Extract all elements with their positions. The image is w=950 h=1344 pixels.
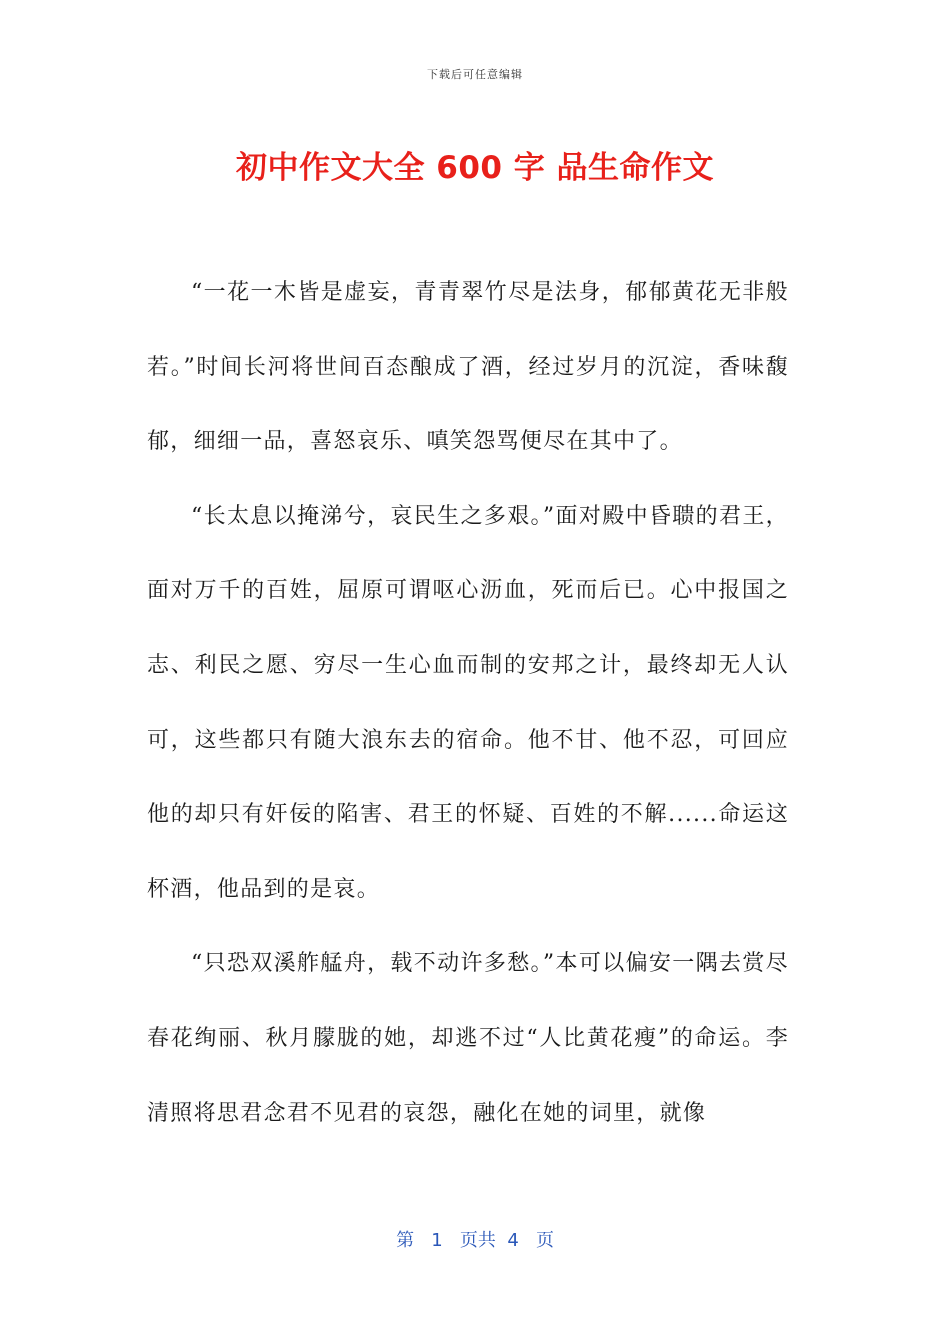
paragraph-3: “只恐双溪舴艋舟，载不动许多愁。”本可以偏安一隅去赏尽春花绚丽、秋月朦胧的她，却逃不过“人比黄花瘦”的命运。李清照将思君念君不见君的哀怨，融化在她的词里，就像 [147, 951, 789, 1126]
article-body [147, 256, 789, 1151]
header-note: 下载后可任意编辑 [427, 68, 523, 81]
paragraph-2: “长太息以掩涕兮，哀民生之多艰。”面对殿中昏聩的君王，面对万千的百姓，屈原可谓呕心沥血，死而后已。心中报国之志、利民之愿、穷尽一生心血而制的安邦之计，最终却无人认可，这些都只有随大浪东去的宿命。他不甘、他不忍，可回应他的却只有奸佞的陷害、君王的怀疑、百姓的不解......命运这杯酒，他品到的是哀。 [147, 503, 789, 902]
page-footer [0, 1226, 950, 1252]
paragraph-1: “一花一木皆是虚妄，青青翠竹尽是法身，郁郁黄花无非般若。”时间长河将世间百态酿成了酒，经过岁月的沉淀，香味馥郁，细细一品，喜怒哀乐、嗔笑怨骂便尽在其中了。 [147, 280, 789, 455]
page-label-suffix: 页 [535, 1230, 554, 1251]
page-label-mid: 页共 [459, 1230, 496, 1251]
page-total: 4 [507, 1230, 519, 1251]
page-label-prefix: 第 [396, 1230, 415, 1251]
document-title: 初中作文大全 600 字 品生命作文 [235, 150, 715, 186]
page-current: 1 [431, 1230, 443, 1251]
